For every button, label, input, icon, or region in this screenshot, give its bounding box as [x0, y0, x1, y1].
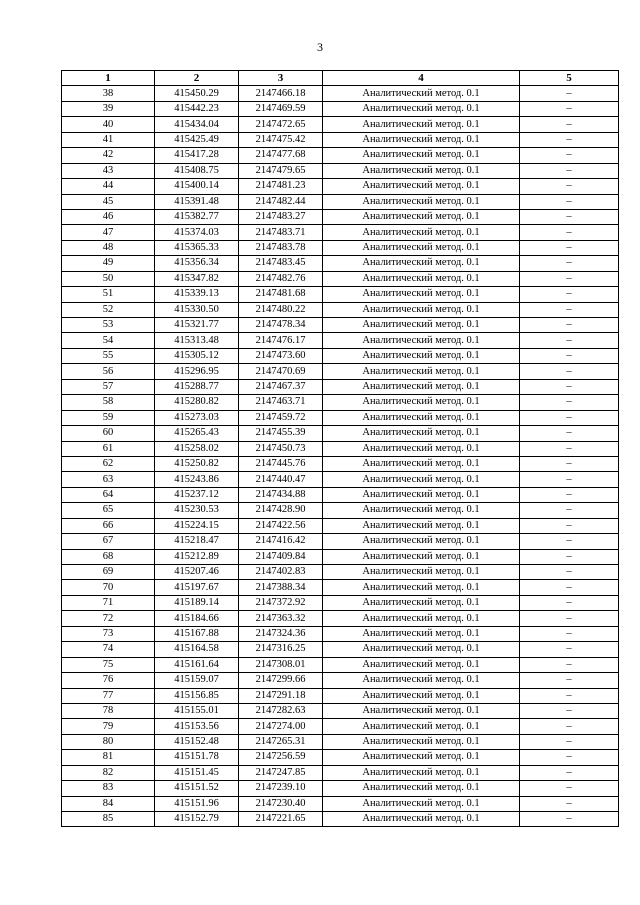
method-cell: Аналитический метод. 0.1 — [323, 348, 520, 363]
x-coordinate-cell: 415161.64 — [155, 657, 239, 672]
point-number-cell: 70 — [62, 580, 155, 595]
y-coordinate-cell: 2147247.85 — [239, 765, 323, 780]
note-cell: – — [520, 410, 619, 425]
note-cell: – — [520, 595, 619, 610]
note-cell: – — [520, 179, 619, 194]
note-cell: – — [520, 348, 619, 363]
y-coordinate-cell: 2147372.92 — [239, 595, 323, 610]
method-cell: Аналитический метод. 0.1 — [323, 688, 520, 703]
y-coordinate-cell: 2147455.39 — [239, 426, 323, 441]
table-row — [62, 688, 619, 703]
point-number-cell: 46 — [62, 209, 155, 224]
method-cell: Аналитический метод. 0.1 — [323, 209, 520, 224]
header-col-2: 2 — [155, 71, 239, 86]
x-coordinate-cell: 415347.82 — [155, 271, 239, 286]
point-number-cell: 78 — [62, 703, 155, 718]
note-cell: – — [520, 86, 619, 101]
note-cell: – — [520, 781, 619, 796]
method-cell: Аналитический метод. 0.1 — [323, 765, 520, 780]
note-cell: – — [520, 194, 619, 209]
point-number-cell: 53 — [62, 318, 155, 333]
table-row — [62, 225, 619, 240]
note-cell: – — [520, 441, 619, 456]
table-row — [62, 626, 619, 641]
method-cell: Аналитический метод. 0.1 — [323, 225, 520, 240]
y-coordinate-cell: 2147481.23 — [239, 179, 323, 194]
y-coordinate-cell: 2147422.56 — [239, 518, 323, 533]
point-number-cell: 58 — [62, 395, 155, 410]
point-number-cell: 51 — [62, 287, 155, 302]
note-cell: – — [520, 318, 619, 333]
method-cell: Аналитический метод. 0.1 — [323, 240, 520, 255]
note-cell: – — [520, 163, 619, 178]
y-coordinate-cell: 2147475.42 — [239, 132, 323, 147]
table-row — [62, 256, 619, 271]
point-number-cell: 67 — [62, 534, 155, 549]
table-row — [62, 240, 619, 255]
table-row — [62, 734, 619, 749]
x-coordinate-cell: 415250.82 — [155, 456, 239, 471]
method-cell: Аналитический метод. 0.1 — [323, 379, 520, 394]
y-coordinate-cell: 2147463.71 — [239, 395, 323, 410]
x-coordinate-cell: 415152.48 — [155, 734, 239, 749]
point-number-cell: 80 — [62, 734, 155, 749]
point-number-cell: 83 — [62, 781, 155, 796]
x-coordinate-cell: 415212.89 — [155, 549, 239, 564]
x-coordinate-cell: 415330.50 — [155, 302, 239, 317]
note-cell: – — [520, 148, 619, 163]
x-coordinate-cell: 415189.14 — [155, 595, 239, 610]
method-cell: Аналитический метод. 0.1 — [323, 580, 520, 595]
table-row — [62, 179, 619, 194]
point-number-cell: 49 — [62, 256, 155, 271]
y-coordinate-cell: 2147434.88 — [239, 487, 323, 502]
table-row — [62, 657, 619, 672]
y-coordinate-cell: 2147481.68 — [239, 287, 323, 302]
table-row — [62, 765, 619, 780]
point-number-cell: 66 — [62, 518, 155, 533]
y-coordinate-cell: 2147466.18 — [239, 86, 323, 101]
note-cell: – — [520, 256, 619, 271]
table-row — [62, 426, 619, 441]
y-coordinate-cell: 2147483.78 — [239, 240, 323, 255]
note-cell: – — [520, 333, 619, 348]
note-cell: – — [520, 225, 619, 240]
table-body — [62, 86, 619, 827]
y-coordinate-cell: 2147476.17 — [239, 333, 323, 348]
point-number-cell: 39 — [62, 101, 155, 116]
point-number-cell: 56 — [62, 364, 155, 379]
note-cell: – — [520, 534, 619, 549]
note-cell: – — [520, 209, 619, 224]
y-coordinate-cell: 2147316.25 — [239, 642, 323, 657]
method-cell: Аналитический метод. 0.1 — [323, 179, 520, 194]
header-col-5: 5 — [520, 71, 619, 86]
y-coordinate-cell: 2147459.72 — [239, 410, 323, 425]
table-row — [62, 750, 619, 765]
y-coordinate-cell: 2147308.01 — [239, 657, 323, 672]
point-number-cell: 59 — [62, 410, 155, 425]
table-row — [62, 549, 619, 564]
x-coordinate-cell: 415408.75 — [155, 163, 239, 178]
note-cell: – — [520, 426, 619, 441]
page-number: 3 — [317, 40, 323, 54]
method-cell: Аналитический метод. 0.1 — [323, 565, 520, 580]
table-row — [62, 518, 619, 533]
table-row — [62, 565, 619, 580]
point-number-cell: 47 — [62, 225, 155, 240]
point-number-cell: 41 — [62, 132, 155, 147]
note-cell: – — [520, 642, 619, 657]
y-coordinate-cell: 2147477.68 — [239, 148, 323, 163]
method-cell: Аналитический метод. 0.1 — [323, 395, 520, 410]
method-cell: Аналитический метод. 0.1 — [323, 611, 520, 626]
coordinates-table — [61, 70, 619, 827]
table-row — [62, 456, 619, 471]
x-coordinate-cell: 415218.47 — [155, 534, 239, 549]
point-number-cell: 68 — [62, 549, 155, 564]
point-number-cell: 75 — [62, 657, 155, 672]
x-coordinate-cell: 415265.43 — [155, 426, 239, 441]
y-coordinate-cell: 2147402.83 — [239, 565, 323, 580]
method-cell: Аналитический метод. 0.1 — [323, 426, 520, 441]
y-coordinate-cell: 2147480.22 — [239, 302, 323, 317]
y-coordinate-cell: 2147473.60 — [239, 348, 323, 363]
point-number-cell: 57 — [62, 379, 155, 394]
table-row — [62, 395, 619, 410]
y-coordinate-cell: 2147445.76 — [239, 456, 323, 471]
note-cell: – — [520, 302, 619, 317]
x-coordinate-cell: 415197.67 — [155, 580, 239, 595]
x-coordinate-cell: 415224.15 — [155, 518, 239, 533]
table-row — [62, 781, 619, 796]
point-number-cell: 79 — [62, 719, 155, 734]
note-cell: – — [520, 287, 619, 302]
method-cell: Аналитический метод. 0.1 — [323, 148, 520, 163]
note-cell: – — [520, 395, 619, 410]
point-number-cell: 52 — [62, 302, 155, 317]
method-cell: Аналитический метод. 0.1 — [323, 410, 520, 425]
table-row — [62, 703, 619, 718]
note-cell: – — [520, 765, 619, 780]
note-cell: – — [520, 364, 619, 379]
x-coordinate-cell: 415339.13 — [155, 287, 239, 302]
x-coordinate-cell: 415167.88 — [155, 626, 239, 641]
method-cell: Аналитический метод. 0.1 — [323, 132, 520, 147]
table-row — [62, 333, 619, 348]
method-cell: Аналитический метод. 0.1 — [323, 595, 520, 610]
y-coordinate-cell: 2147483.45 — [239, 256, 323, 271]
x-coordinate-cell: 415425.49 — [155, 132, 239, 147]
table-row — [62, 673, 619, 688]
table-row — [62, 194, 619, 209]
table-row — [62, 812, 619, 827]
table-row — [62, 580, 619, 595]
table-row — [62, 101, 619, 116]
x-coordinate-cell: 415151.96 — [155, 796, 239, 811]
note-cell: – — [520, 518, 619, 533]
x-coordinate-cell: 415321.77 — [155, 318, 239, 333]
note-cell: – — [520, 673, 619, 688]
table-row — [62, 287, 619, 302]
note-cell: – — [520, 472, 619, 487]
method-cell: Аналитический метод. 0.1 — [323, 364, 520, 379]
table-row — [62, 117, 619, 132]
note-cell: – — [520, 487, 619, 502]
note-cell: – — [520, 379, 619, 394]
point-number-cell: 71 — [62, 595, 155, 610]
x-coordinate-cell: 415273.03 — [155, 410, 239, 425]
x-coordinate-cell: 415305.12 — [155, 348, 239, 363]
method-cell: Аналитический метод. 0.1 — [323, 781, 520, 796]
point-number-cell: 55 — [62, 348, 155, 363]
y-coordinate-cell: 2147472.65 — [239, 117, 323, 132]
note-cell: – — [520, 117, 619, 132]
y-coordinate-cell: 2147221.65 — [239, 812, 323, 827]
y-coordinate-cell: 2147230.40 — [239, 796, 323, 811]
method-cell: Аналитический метод. 0.1 — [323, 642, 520, 657]
header-col-4: 4 — [323, 71, 520, 86]
method-cell: Аналитический метод. 0.1 — [323, 101, 520, 116]
y-coordinate-cell: 2147239.10 — [239, 781, 323, 796]
point-number-cell: 45 — [62, 194, 155, 209]
y-coordinate-cell: 2147479.65 — [239, 163, 323, 178]
x-coordinate-cell: 415442.23 — [155, 101, 239, 116]
x-coordinate-cell: 415151.45 — [155, 765, 239, 780]
point-number-cell: 43 — [62, 163, 155, 178]
note-cell: – — [520, 549, 619, 564]
table-row — [62, 318, 619, 333]
y-coordinate-cell: 2147440.47 — [239, 472, 323, 487]
y-coordinate-cell: 2147324.36 — [239, 626, 323, 641]
x-coordinate-cell: 415382.77 — [155, 209, 239, 224]
point-number-cell: 74 — [62, 642, 155, 657]
point-number-cell: 42 — [62, 148, 155, 163]
method-cell: Аналитический метод. 0.1 — [323, 812, 520, 827]
note-cell: – — [520, 580, 619, 595]
method-cell: Аналитический метод. 0.1 — [323, 503, 520, 518]
note-cell: – — [520, 456, 619, 471]
x-coordinate-cell: 415434.04 — [155, 117, 239, 132]
x-coordinate-cell: 415374.03 — [155, 225, 239, 240]
table-row — [62, 379, 619, 394]
table-row — [62, 472, 619, 487]
note-cell: – — [520, 734, 619, 749]
note-cell: – — [520, 565, 619, 580]
method-cell: Аналитический метод. 0.1 — [323, 86, 520, 101]
point-number-cell: 60 — [62, 426, 155, 441]
note-cell: – — [520, 611, 619, 626]
table-row — [62, 503, 619, 518]
table-row — [62, 611, 619, 626]
y-coordinate-cell: 2147467.37 — [239, 379, 323, 394]
method-cell: Аналитический метод. 0.1 — [323, 703, 520, 718]
table-row — [62, 534, 619, 549]
method-cell: Аналитический метод. 0.1 — [323, 472, 520, 487]
point-number-cell: 44 — [62, 179, 155, 194]
point-number-cell: 73 — [62, 626, 155, 641]
point-number-cell: 81 — [62, 750, 155, 765]
table-row — [62, 348, 619, 363]
method-cell: Аналитический метод. 0.1 — [323, 287, 520, 302]
x-coordinate-cell: 415288.77 — [155, 379, 239, 394]
y-coordinate-cell: 2147256.59 — [239, 750, 323, 765]
method-cell: Аналитический метод. 0.1 — [323, 163, 520, 178]
method-cell: Аналитический метод. 0.1 — [323, 456, 520, 471]
note-cell: – — [520, 688, 619, 703]
table-row — [62, 642, 619, 657]
table-row — [62, 86, 619, 101]
table-row — [62, 132, 619, 147]
x-coordinate-cell: 415159.07 — [155, 673, 239, 688]
method-cell: Аналитический метод. 0.1 — [323, 256, 520, 271]
method-cell: Аналитический метод. 0.1 — [323, 487, 520, 502]
x-coordinate-cell: 415153.56 — [155, 719, 239, 734]
y-coordinate-cell: 2147299.66 — [239, 673, 323, 688]
x-coordinate-cell: 415230.53 — [155, 503, 239, 518]
note-cell: – — [520, 719, 619, 734]
point-number-cell: 69 — [62, 565, 155, 580]
note-cell: – — [520, 703, 619, 718]
y-coordinate-cell: 2147265.31 — [239, 734, 323, 749]
y-coordinate-cell: 2147388.34 — [239, 580, 323, 595]
x-coordinate-cell: 415450.29 — [155, 86, 239, 101]
x-coordinate-cell: 415164.58 — [155, 642, 239, 657]
method-cell: Аналитический метод. 0.1 — [323, 534, 520, 549]
x-coordinate-cell: 415417.28 — [155, 148, 239, 163]
method-cell: Аналитический метод. 0.1 — [323, 657, 520, 672]
note-cell: – — [520, 657, 619, 672]
table-row — [62, 302, 619, 317]
x-coordinate-cell: 415313.48 — [155, 333, 239, 348]
y-coordinate-cell: 2147470.69 — [239, 364, 323, 379]
x-coordinate-cell: 415207.46 — [155, 565, 239, 580]
point-number-cell: 62 — [62, 456, 155, 471]
method-cell: Аналитический метод. 0.1 — [323, 194, 520, 209]
x-coordinate-cell: 415391.48 — [155, 194, 239, 209]
note-cell: – — [520, 240, 619, 255]
table-row — [62, 163, 619, 178]
y-coordinate-cell: 2147483.27 — [239, 209, 323, 224]
y-coordinate-cell: 2147482.76 — [239, 271, 323, 286]
y-coordinate-cell: 2147450.73 — [239, 441, 323, 456]
table-header-row — [62, 71, 619, 86]
method-cell: Аналитический метод. 0.1 — [323, 117, 520, 132]
y-coordinate-cell: 2147483.71 — [239, 225, 323, 240]
point-number-cell: 76 — [62, 673, 155, 688]
point-number-cell: 38 — [62, 86, 155, 101]
point-number-cell: 82 — [62, 765, 155, 780]
x-coordinate-cell: 415151.52 — [155, 781, 239, 796]
note-cell: – — [520, 271, 619, 286]
x-coordinate-cell: 415400.14 — [155, 179, 239, 194]
method-cell: Аналитический метод. 0.1 — [323, 750, 520, 765]
point-number-cell: 63 — [62, 472, 155, 487]
table-row — [62, 487, 619, 502]
table-row — [62, 410, 619, 425]
point-number-cell: 85 — [62, 812, 155, 827]
y-coordinate-cell: 2147409.84 — [239, 549, 323, 564]
point-number-cell: 40 — [62, 117, 155, 132]
y-coordinate-cell: 2147416.42 — [239, 534, 323, 549]
method-cell: Аналитический метод. 0.1 — [323, 734, 520, 749]
method-cell: Аналитический метод. 0.1 — [323, 318, 520, 333]
method-cell: Аналитический метод. 0.1 — [323, 626, 520, 641]
header-col-1: 1 — [62, 71, 155, 86]
method-cell: Аналитический метод. 0.1 — [323, 271, 520, 286]
point-number-cell: 54 — [62, 333, 155, 348]
point-number-cell: 64 — [62, 487, 155, 502]
table-row — [62, 209, 619, 224]
y-coordinate-cell: 2147482.44 — [239, 194, 323, 209]
point-number-cell: 77 — [62, 688, 155, 703]
x-coordinate-cell: 415156.85 — [155, 688, 239, 703]
note-cell: – — [520, 796, 619, 811]
table-row — [62, 595, 619, 610]
table-row — [62, 271, 619, 286]
y-coordinate-cell: 2147274.00 — [239, 719, 323, 734]
point-number-cell: 84 — [62, 796, 155, 811]
header-col-3: 3 — [239, 71, 323, 86]
x-coordinate-cell: 415280.82 — [155, 395, 239, 410]
method-cell: Аналитический метод. 0.1 — [323, 518, 520, 533]
x-coordinate-cell: 415356.34 — [155, 256, 239, 271]
x-coordinate-cell: 415243.86 — [155, 472, 239, 487]
x-coordinate-cell: 415237.12 — [155, 487, 239, 502]
x-coordinate-cell: 415152.79 — [155, 812, 239, 827]
method-cell: Аналитический метод. 0.1 — [323, 673, 520, 688]
y-coordinate-cell: 2147469.59 — [239, 101, 323, 116]
table-row — [62, 364, 619, 379]
y-coordinate-cell: 2147428.90 — [239, 503, 323, 518]
method-cell: Аналитический метод. 0.1 — [323, 719, 520, 734]
table-row — [62, 148, 619, 163]
note-cell: – — [520, 812, 619, 827]
y-coordinate-cell: 2147363.32 — [239, 611, 323, 626]
x-coordinate-cell: 415365.33 — [155, 240, 239, 255]
method-cell: Аналитический метод. 0.1 — [323, 796, 520, 811]
point-number-cell: 61 — [62, 441, 155, 456]
point-number-cell: 72 — [62, 611, 155, 626]
method-cell: Аналитический метод. 0.1 — [323, 549, 520, 564]
note-cell: – — [520, 503, 619, 518]
method-cell: Аналитический метод. 0.1 — [323, 302, 520, 317]
table-row — [62, 441, 619, 456]
x-coordinate-cell: 415155.01 — [155, 703, 239, 718]
note-cell: – — [520, 132, 619, 147]
method-cell: Аналитический метод. 0.1 — [323, 441, 520, 456]
x-coordinate-cell: 415296.95 — [155, 364, 239, 379]
table-row — [62, 796, 619, 811]
x-coordinate-cell: 415258.02 — [155, 441, 239, 456]
x-coordinate-cell: 415184.66 — [155, 611, 239, 626]
point-number-cell: 48 — [62, 240, 155, 255]
note-cell: – — [520, 750, 619, 765]
point-number-cell: 65 — [62, 503, 155, 518]
method-cell: Аналитический метод. 0.1 — [323, 333, 520, 348]
note-cell: – — [520, 101, 619, 116]
y-coordinate-cell: 2147282.63 — [239, 703, 323, 718]
y-coordinate-cell: 2147478.34 — [239, 318, 323, 333]
y-coordinate-cell: 2147291.18 — [239, 688, 323, 703]
x-coordinate-cell: 415151.78 — [155, 750, 239, 765]
table-row — [62, 719, 619, 734]
point-number-cell: 50 — [62, 271, 155, 286]
note-cell: – — [520, 626, 619, 641]
